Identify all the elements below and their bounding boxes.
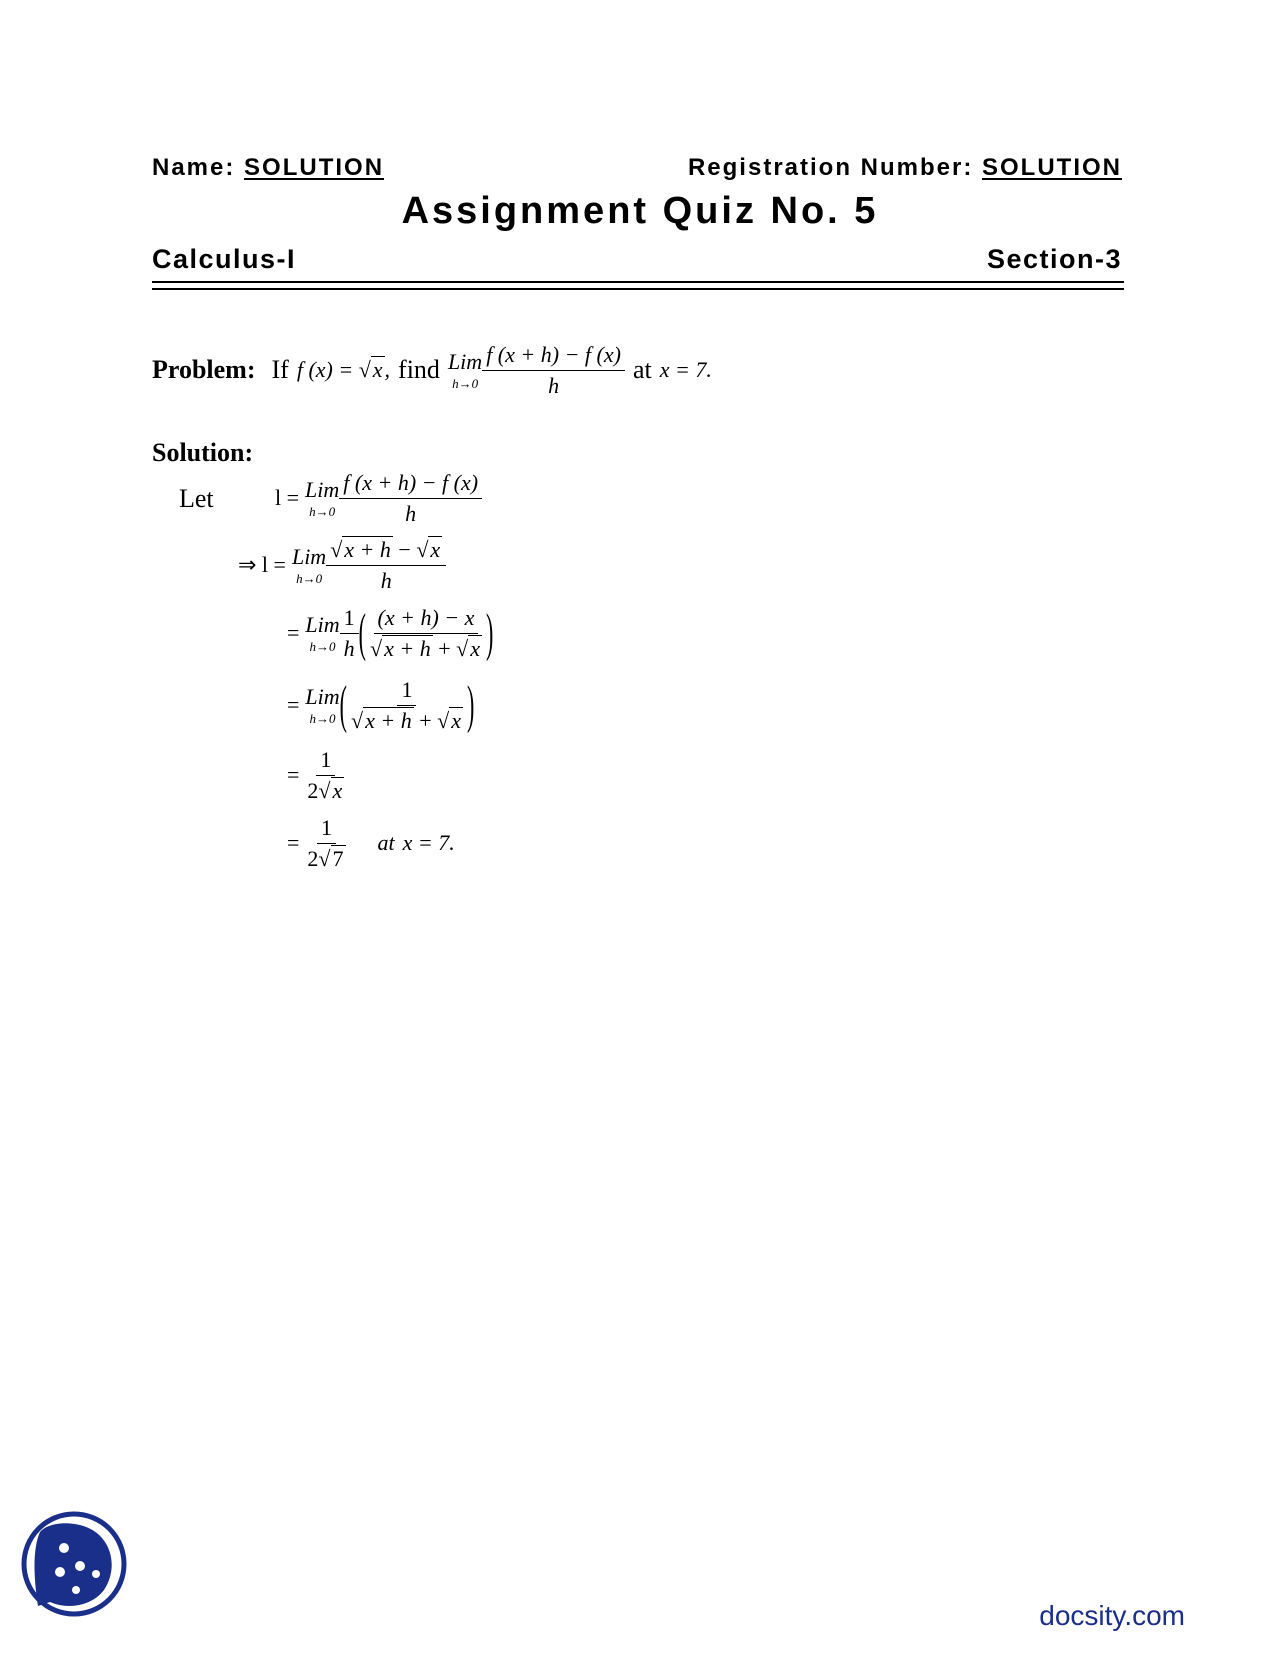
let-word: Let [179,484,214,513]
name-label: Name: [152,154,236,181]
registration-label: Registration Number: [687,154,974,181]
double-rule-divider [152,281,1124,290]
registration-field [688,154,1122,182]
problem-at: at [632,355,652,384]
solution-step-2: ⇒ l = Lim h→0 $\frac{√x + h - √x}{h}$ [238,530,446,600]
solution-step-6: = $\frac{1}{2√7}$ at x = 7. [287,814,455,871]
problem-find: find [398,355,440,384]
page-title: Assignment Quiz No. 5 [401,190,879,232]
footer-brand-link[interactable]: docsity.com [1039,1600,1185,1631]
solution-step-3: = Lim h→0 $\frac{1}{h}$ ( $\frac{(x + h) - x}{√x + h + √x}$ ) [287,601,494,662]
problem-if: If [271,355,289,384]
registration-value: SOLUTION [982,154,1122,181]
problem-at-value: x = 7. [659,357,712,382]
problem-limit-expression: Lim h→0 $\frac{f (x + h) - f (x)}{h}$ [448,342,625,399]
solution-label: Solution: [152,438,254,467]
name-field [152,154,384,182]
solution-step-4: = Lim h→0 ( $\frac{1}{√x + h + √x}$ ) [287,673,475,734]
name-value: SOLUTION [244,154,385,181]
course-name: Calculus-I [152,244,297,274]
problem-statement [152,335,712,405]
docsity-logo-icon[interactable] [20,1510,128,1618]
problem-label: Problem: [152,355,256,384]
solution-step-1: l = Lim h→0 $\frac{f (x + h) - f (x)}{h}$ [275,463,482,533]
section-name: Section-3 [986,244,1122,274]
problem-function: f (x) = √x, [296,357,391,382]
solution-step-5: = $\frac{1}{2√x}$ [287,746,343,803]
